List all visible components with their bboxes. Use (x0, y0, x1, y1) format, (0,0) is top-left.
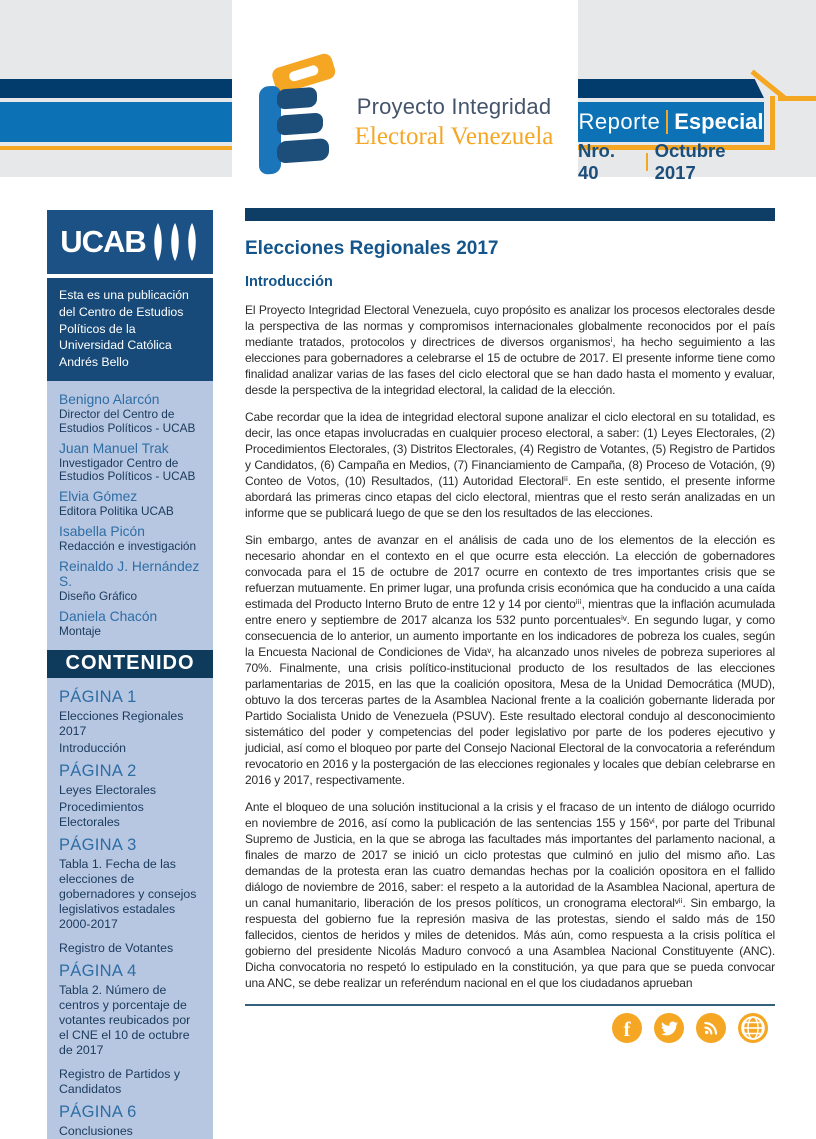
staff-role: Director del Centro de Estudios Políticos - UCAB (59, 406, 196, 435)
report-word-reporte: Reporte (578, 109, 661, 134)
table-of-contents (47, 678, 213, 1139)
toc-page-label[interactable]: PÁGINA 3 (59, 836, 137, 855)
article-body (245, 302, 775, 991)
toc-section (59, 836, 203, 956)
header-orange-band-left (0, 146, 232, 150)
toc-item[interactable]: Elecciones Regionales 2017 (59, 709, 184, 739)
toc-section (59, 762, 203, 830)
main-content (245, 208, 775, 1002)
issue-line (578, 140, 768, 183)
toc-item[interactable]: Tabla 1. Fecha de las elecciones de gobernadores y consejos legislativos estadales 2000-2017 (59, 857, 197, 932)
section-heading: Introducción (245, 274, 333, 290)
globe-icon[interactable] (738, 1013, 768, 1043)
report-word-especial: Especial (674, 109, 764, 134)
toc-section (59, 962, 203, 1097)
toc-section (59, 688, 203, 756)
toc-page-label[interactable]: PÁGINA 4 (59, 962, 137, 981)
toc-section (59, 1103, 203, 1139)
twitter-icon[interactable] (654, 1013, 684, 1043)
body-paragraph: Cabe recordar que la idea de integridad electoral supone analizar el ciclo electoral en su totalidad, es decir, las once etapas involucradas en cualquier proceso electoral, a saber: (1) Leyes Electorales, (2) Procedimientos Electorales, (3) Distritos Electorales, (4) Registro de Votantes, (5) Registro de Partidos y Candidatos, (6) Campaña en Medios, (7) Financiamiento de Campaña, (8) Proceso de Votación, (9) Conteo de Votos, (10) Resultados, (11) Autoridad Electoralⁱⁱ. En este sentido, el presente informe abordará las primeras cinco etapas del ciclo electoral, mientras que el resto serán analizadas en un informe que se publicará luego de que se den los resultados de las elecciones. (245, 410, 775, 520)
body-paragraph: El Proyecto Integridad Electoral Venezuela, cuyo propósito es analizar los procesos electorales desde la perspectiva de las normas y compromisos internacionales globalmente reconocidos por el país mediante tratados, protocolos y directrices de diversos organismosⁱ, ha hecho seguimiento a las elecciones para gobernadores a celebrarse el 15 de octubre de 2017. El presente informe tiene como finalidad analizar varias de las fases del ciclo electoral que se han dado hasta el momento y evaluar, desde la perspectiva de la integridad electoral, la calidad de la elección. (245, 303, 775, 397)
ucab-leaves-icon (150, 222, 200, 262)
staff-entry (59, 441, 203, 485)
main-top-bar (245, 208, 775, 221)
staff-entry (59, 559, 203, 604)
issue-date: Octubre 2017 (654, 140, 726, 183)
rss-icon[interactable] (696, 1013, 726, 1043)
header-navy-band-left (0, 79, 232, 98)
publication-note: Esta es una publicación del Centro de Estudios Políticos de la Universidad Católica Andrés Bello (47, 278, 213, 381)
sidebar-body (47, 381, 213, 1139)
report-type-banner (578, 102, 764, 142)
staff-role: Investigador Centro de Estudios Políticos - UCAB (59, 455, 196, 484)
staff-role: Editora Politika UCAB (59, 504, 174, 519)
toc-item[interactable]: Conclusiones (59, 1124, 133, 1139)
staff-role: Montaje (59, 623, 101, 638)
brand-line2: Electoral Venezuela (354, 123, 554, 150)
toc-item[interactable]: Tabla 2. Número de centros y porcentaje de votantes reubicados por el CNE el 10 de octubre de 2017 (59, 983, 191, 1058)
body-paragraph: Sin embargo, antes de avanzar en el análisis de cada uno de los elementos de la elección es necesario ahondar en el contexto en el que ocurre esta elección. La elección de gobernadores convocada para el 15 de octubre de 2017 ocurre en contexto de tres importantes crisis que se refuerzan mutuamente. En primer lugar, una profunda crisis económica que ha conducido a una caída estimada del Producto Interno Bruto de entre 12 y 14 por cientoⁱⁱⁱ, mientras que la inflación acumulada entre enero y septiembre de 2017 alcanza los 532 punto porcentualesⁱᵛ. En segundo lugar, y como consecuencia de lo anterior, un aumento importante en los indicadores de pobreza los cuales, según la Encuesta Nacional de Condiciones de Vidaᵛ, ha alcanzado unos niveles de pobreza superiores al 70%. Finalmente, una crisis político-institucional producto de los resultados de las elecciones parlamentarias de 2015, en las que la coalición opositora, Mesa de la Unidad Democrática (MUD), obtuvo la dos terceras partes de la Asamblea Nacional frente a la coalición gobernante liderada por Partido Socialista Unido de Venezuela (PSUV). Este resultado electoral condujo al desconocimiento sistemático del poder y competencias del poder legislativo por parte de los poderes ejecutivo y judicial, así como el bloqueo por parte del Consejo Nacional Electoral de la convocatoria a referéndum revocatorio en 2016 y la postergación de las elecciones regionales y locales que debían celebrarse en 2016 y 2017, respectivamente. (245, 533, 775, 787)
toc-item[interactable]: Leyes Electorales (59, 783, 157, 798)
staff-name: Reinaldo J. Hernández S. (59, 558, 200, 589)
toc-item[interactable]: Registro de Votantes (59, 941, 174, 956)
toc-item[interactable]: Procedimientos Electorales (59, 800, 144, 830)
toc-page-label[interactable]: PÁGINA 6 (59, 1103, 137, 1122)
staff-name: Juan Manuel Trak (59, 440, 169, 456)
ucab-logo-text: UCAB (60, 224, 146, 259)
staff-entry (59, 392, 203, 436)
staff-name: Daniela Chacón (59, 608, 158, 624)
header-orange-line-vertical (770, 96, 775, 150)
ucab-logo (47, 210, 213, 274)
sidebar (47, 210, 213, 1139)
brand-line1: Proyecto Integridad (356, 94, 552, 119)
facebook-icon[interactable]: f (612, 1013, 642, 1043)
staff-entry (59, 524, 203, 554)
footer-rule (245, 1004, 775, 1006)
report-divider (666, 110, 668, 134)
ballot-box-logo-icon (243, 48, 347, 176)
header-blue-band-left (0, 102, 232, 142)
staff-entry (59, 609, 203, 639)
contenido-heading: CONTENIDO (47, 650, 213, 678)
toc-page-label[interactable]: PÁGINA 2 (59, 762, 137, 781)
staff-name: Isabella Picón (59, 523, 145, 539)
staff-name: Elvia Gómez (59, 489, 138, 505)
staff-name: Benigno Alarcón (59, 391, 160, 407)
staff-list (47, 392, 213, 644)
toc-item[interactable]: Registro de Partidos y Candidatos (59, 1067, 180, 1097)
social-links (612, 1013, 768, 1043)
issue-number: Nro. 40 (578, 140, 615, 183)
toc-item[interactable]: Introducción (59, 741, 126, 756)
staff-entry (59, 489, 203, 519)
staff-role: Redacción e investigación (59, 538, 197, 553)
issue-divider (646, 153, 648, 171)
body-paragraph: Ante el bloqueo de una solución institucional a la crisis y el fracaso de un intento de diálogo ocurrido en noviembre de 2016, así como la publicación de las sentencias 155 y 156ᵛⁱ, por parte del Tribunal Supremo de Justicia, en la que se abroga las facultades más importantes del parlamento nacional, a finales de marzo de 2017 se inició un ciclo protestas que culminó en julio del mismo año. Las demandas de la protesta eran las cuatro demandas hechas por la coalición opositora en el fallido diálogo de noviembre de 2016, saber: el respeto a la autoridad de la Asamblea Nacional, apertura de un canal humanitario, liberación de los presos políticos, un cronograma electoralᵛⁱⁱ. Sin embargo, la respuesta del gobierno fue la represión masiva de las protestas, siendo el saldo más de 150 fallecidos, cientos de heridos y miles de detenidos. Más aún, como respuesta a la crisis política el gobierno del presidente Nicolás Maduro convocó a una Asamblea Nacional Constituyente (ANC). Dicha convocatoria no respetó lo estipulado en la constitución, ya que para que se pueda convocar una ANC, se debe realizar un referéndum nacional en el que los ciudadanos aprueban (245, 800, 775, 990)
toc-page-label[interactable]: PÁGINA 1 (59, 688, 137, 707)
staff-role: Diseño Gráfico (59, 588, 138, 603)
header-orange-line-right (778, 96, 816, 101)
brand-wordmark (346, 94, 562, 151)
header-navy-band-right (578, 79, 764, 98)
article-title: Elecciones Regionales 2017 (245, 238, 499, 259)
